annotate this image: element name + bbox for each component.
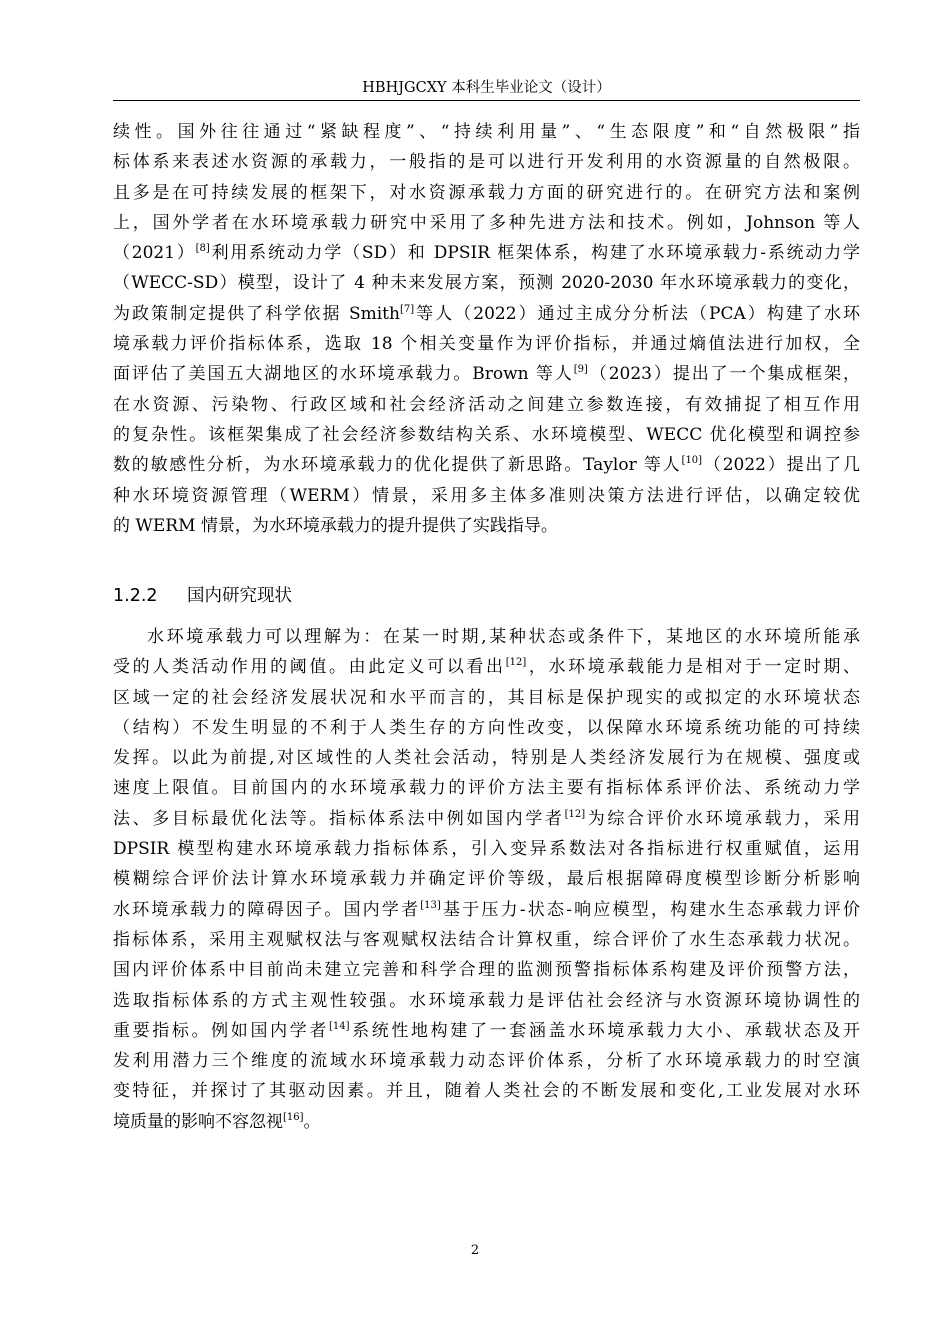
text-line <box>113 895 860 925</box>
text-line: 模糊综合评价法计算水环境承载力并确定评价等级，最后根据障碍度模型诊断分析影响 <box>113 869 860 890</box>
text-line <box>113 359 860 389</box>
section-title: 国内研究现状 <box>187 586 292 606</box>
text-line: 区域一定的社会经济发展状况和水平而言的，其目标是保护现实的或拟定的水环境状态 <box>113 687 860 708</box>
section-heading <box>113 580 292 612</box>
citation-ref: [16] <box>283 1111 304 1123</box>
text-line: 变特征，并探讨了其驱动因素。并且，随着人类社会的不断发展和变化,工业发展对水环 <box>113 1081 860 1102</box>
text-segment: 等人（2022）通过主成分分析法（PCA）构建了水环 <box>414 303 860 324</box>
text-line: （WECC-SD）模型，设计了 4 种未来发展方案，预测 2020-2030 年水环境承载力的变化， <box>113 273 860 294</box>
text-segment: 水环境承载力的障碍因子。国内学者 <box>113 899 421 920</box>
text-segment: 为综合评价水环境承载力，采用 <box>585 808 860 829</box>
text-line <box>113 450 860 480</box>
citation-ref: [9] <box>573 364 588 376</box>
citation-ref: [8] <box>195 243 210 255</box>
page-header: HBHJGCXY 本科生毕业论文（设计） <box>362 80 611 96</box>
text-segment: 数的敏感性分析，为水环境承载力的优化提供了新思路。Taylor 等人 <box>113 455 682 476</box>
text-line: （结构）不发生明显的不利于人类生存的方向性改变，以保障水环境系统功能的可持续 <box>113 717 860 738</box>
text-segment: 系统性地构建了一套涵盖水环境承载力大小、承载状态及开 <box>349 1020 860 1041</box>
text-line: 选取指标体系的方式主观性较强。水环境承载力是评估社会经济与水资源环境协调性的 <box>113 990 860 1011</box>
text-line: 发利用潜力三个维度的流域水环境承载力动态评价体系，分析了水环境承载力的时空演 <box>113 1051 860 1072</box>
text-segment: 基于压力-状态-响应模型，构建水生态承载力评价 <box>440 899 860 920</box>
paragraph-foreign-research <box>113 117 860 541</box>
text-segment: （2021） <box>113 243 196 264</box>
text-line: 发挥。以此为前提,对区域性的人类社会活动，特别是人类经济发展行为在规模、强度或 <box>113 748 860 769</box>
text-segment: 为政策制定提供了科学依据 Smith <box>113 303 400 324</box>
text-line <box>113 299 860 329</box>
text-segment: （2022）提出了几 <box>702 455 860 476</box>
text-line: 续性。国外往往通过“紧缺程度”、“持续利用量”、“生态限度”和“自然极限”指 <box>113 122 860 142</box>
text-line <box>113 804 860 834</box>
text-segment: 法、多目标最优化法等。指标体系法中例如国内学者 <box>113 808 565 829</box>
text-line: 境承载力评价指标体系，选取 18 个相关变量作为评价指标，并通过熵值法进行加权，全 <box>113 334 860 355</box>
text-segment: 。 <box>303 1111 321 1132</box>
text-line: 水环境承载力可以理解为：在某一时期,某种状态或条件下，某地区的水环境所能承 <box>147 627 860 647</box>
text-segment: 利用系统动力学（SD）和 DPSIR 框架体系，构建了水环境承载力-系统动力学 <box>209 243 860 264</box>
paragraph-domestic-research <box>113 622 860 1137</box>
page-number: 2 <box>470 1243 480 1258</box>
text-segment: （2023）提出了一个集成框架， <box>587 364 860 385</box>
text-segment: 境质量的影响不容忽视 <box>113 1111 283 1132</box>
text-segment: 面评估了美国五大湖地区的水环境承载力。Brown 等人 <box>113 364 574 385</box>
header-rule <box>113 100 860 101</box>
text-line: 指标体系，采用主观赋权法与客观赋权法结合计算权重，综合评价了水生态承载力状况。 <box>113 929 860 950</box>
citation-ref: [12] <box>505 657 527 669</box>
text-line <box>113 652 860 682</box>
text-line <box>113 1016 860 1046</box>
citation-ref: [7] <box>399 303 415 315</box>
text-line: 种水环境资源管理（WERM）情景，采用多主体多准则决策方法进行评估，以确定较优 <box>113 485 860 506</box>
text-line: 国内评价体系中目前尚未建立完善和科学合理的监测预警指标体系构建及评价预警方法， <box>113 960 860 981</box>
citation-ref: [14] <box>328 1020 350 1032</box>
citation-ref: [12] <box>564 808 586 820</box>
text-line: 标体系来表述水资源的承载力，一般指的是可以进行开发利用的水资源量的自然极限。 <box>113 152 860 173</box>
text-segment: 重要指标。例如国内学者 <box>113 1020 329 1041</box>
text-segment: 受的人类活动作用的阈值。由此定义可以看出 <box>113 657 506 678</box>
text-line: DPSIR 模型构建水环境承载力指标体系，引入变异系数法对各指标进行权重赋值，运用 <box>113 839 860 860</box>
text-line: 的 WERM 情景，为水环境承载力的提升提供了实践指导。 <box>113 515 558 536</box>
text-line: 的复杂性。该框架集成了社会经济参数结构关系、水环境模型、WECC 优化模型和调控参 <box>113 424 860 445</box>
text-line: 上，国外学者在水环境承载力研究中采用了多种先进方法和技术。例如，Johnson 等人 <box>113 212 860 233</box>
text-line: 速度上限值。目前国内的水环境承载力的评价方法主要有指标体系评价法、系统动力学 <box>113 778 860 799</box>
text-line: 且多是在可持续发展的框架下，对水资源承载力方面的研究进行的。在研究方法和案例 <box>113 182 860 203</box>
text-line: 在水资源、污染物、行政区域和社会经济活动之间建立参数连接，有效捕捉了相互作用 <box>113 394 860 415</box>
text-line <box>113 238 860 268</box>
citation-ref: [13] <box>420 899 441 911</box>
citation-ref: [10] <box>681 455 703 467</box>
text-line <box>113 1107 860 1137</box>
section-number: 1.2.2 <box>113 586 158 606</box>
text-segment: ，水环境承载能力是相对于一定时期、 <box>526 657 860 678</box>
